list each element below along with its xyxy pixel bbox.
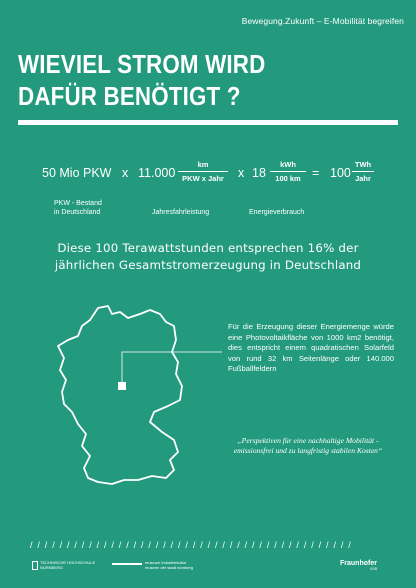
- equation-times-2: x: [238, 166, 245, 180]
- equation-times-1: x: [122, 166, 129, 180]
- caption-energy-consumption: Energieverbrauch: [249, 209, 305, 216]
- solar-area-info: Für die Erzeugung dieser Energiemenge würde eine Photovoltaikfläche von 1000 km2 benötigt, dies entspricht einem quadratischen Solarfeld von rund 32 km Seitenlänge oder 140.000 Fußballfeldern: [228, 322, 394, 374]
- germany-map: [42, 300, 222, 500]
- quote: „Perspektiven für eine nachhaltige Mobilität - emissionsfrei und zu langfristig stabilen Kosten“: [233, 436, 383, 455]
- unit-consumption-denominator: 100 km: [275, 174, 301, 183]
- page-title: [18, 48, 265, 112]
- unit-result-numerator: TWh: [352, 160, 374, 172]
- solar-field-marker: [118, 382, 126, 390]
- germany-outline: [58, 306, 182, 484]
- key-statement-line-1: Diese 100 Terawattstunden entsprechen 16% der: [57, 241, 359, 255]
- th-logo-mark-icon: [32, 561, 38, 570]
- caption-annual-mileage: Jahresfahrleistung: [152, 209, 210, 216]
- footer-divider: / / / / / / / / / / / / / / / / / / / / / / / / / / / / / / / / / / / / / / / / / / / /: [30, 540, 352, 550]
- unit-consumption-numerator: kWh: [270, 160, 306, 172]
- museum-logo: [112, 561, 193, 570]
- fraunhofer-logo-sub: IISB: [370, 567, 377, 571]
- equation-car-count: 50 Mio PKW: [42, 166, 112, 180]
- fraunhofer-logo: [340, 560, 377, 571]
- unit-mileage-denominator: PKW x Jahr: [182, 174, 224, 183]
- unit-result-denominator: Jahr: [355, 174, 371, 183]
- unit-mileage-numerator: km: [178, 160, 228, 172]
- equation-result: 100: [330, 166, 351, 180]
- key-statement-line-2: jährlichen Gesamtstromerzeugung in Deutschland: [54, 258, 362, 272]
- series-title: Bewegung.Zukunft – E-Mobilität begreifen: [241, 16, 404, 26]
- fraunhofer-logo-text: Fraunhofer: [340, 560, 377, 567]
- equation-unit-consumption: [270, 160, 306, 183]
- caption-car-stock-line-1: PKW - Bestand: [54, 200, 102, 207]
- title-underline: [18, 120, 398, 125]
- callout-line: [122, 352, 222, 382]
- equation-equals: =: [312, 166, 320, 180]
- th-logo-line-1: TECHNISCHE HOCHSCHULE: [40, 560, 96, 565]
- equation-unit-result: [352, 160, 374, 183]
- caption-car-stock-line-2: in Deutschland: [54, 209, 101, 216]
- page-title-line-2: DAFÜR BENÖTIGT ?: [18, 81, 241, 111]
- equation-annual-mileage: 11.000: [138, 166, 176, 180]
- museum-logo-bar-icon: [112, 563, 142, 565]
- equation-consumption: 18: [252, 166, 266, 180]
- museum-logo-line-1: museum industriekultur: [145, 560, 187, 565]
- key-statement: [18, 240, 398, 274]
- caption-car-stock: [54, 199, 102, 217]
- museum-logo-line-2: museen der stadt nürnberg: [145, 564, 194, 570]
- th-logo-line-2: NÜRNBERG: [40, 564, 63, 570]
- energy-equation: [42, 160, 382, 186]
- equation-unit-mileage: [178, 160, 228, 183]
- th-nuernberg-logo: [32, 561, 95, 570]
- page-title-line-1: WIEVIEL STROM WIRD: [18, 49, 266, 79]
